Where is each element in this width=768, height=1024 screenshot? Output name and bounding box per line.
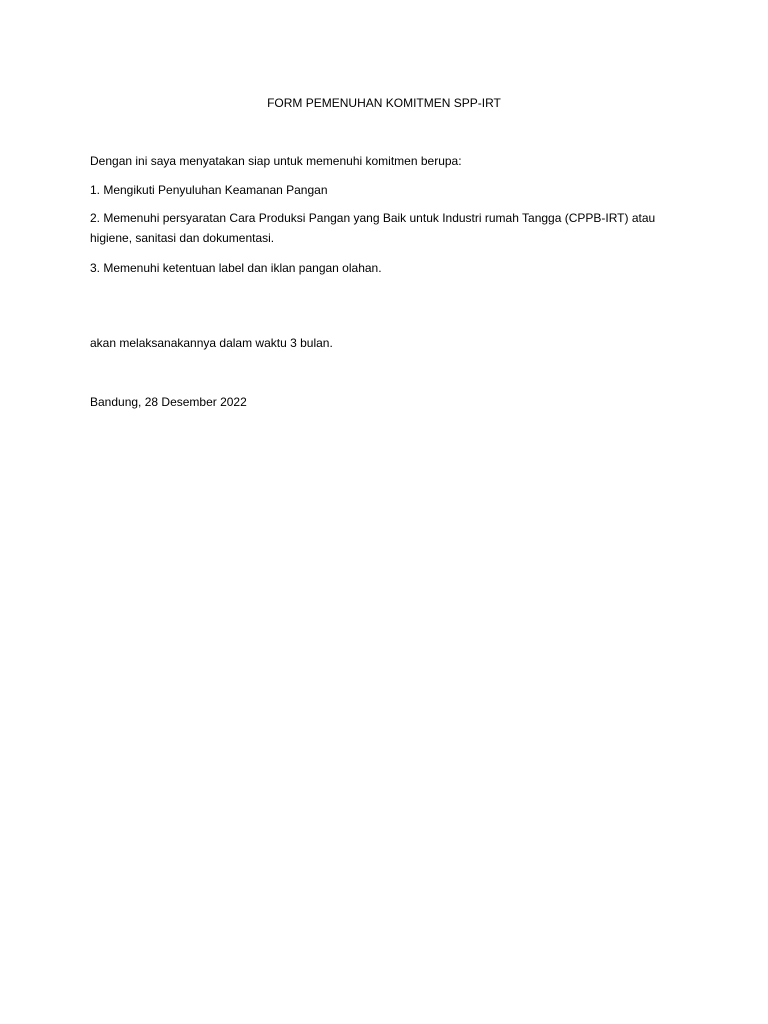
place-and-date: Bandung, 28 Desember 2022	[90, 395, 247, 409]
closing-statement: akan melaksanakannya dalam waktu 3 bulan.	[90, 336, 333, 350]
document-title: FORM PEMENUHAN KOMITMEN SPP-IRT	[267, 96, 501, 110]
commitment-item-3: 3. Memenuhi ketentuan label dan iklan pangan olahan.	[90, 261, 382, 275]
commitment-item-2: 2. Memenuhi persyaratan Cara Produksi Pangan yang Baik untuk Industri rumah Tangga (CPPB-IRT) atau higiene, sanitasi dan dokumentasi.	[90, 211, 656, 245]
intro-statement: Dengan ini saya menyatakan siap untuk memenuhi komitmen berupa:	[90, 154, 462, 168]
commitment-item-1: 1. Mengikuti Penyuluhan Keamanan Pangan	[90, 183, 328, 197]
